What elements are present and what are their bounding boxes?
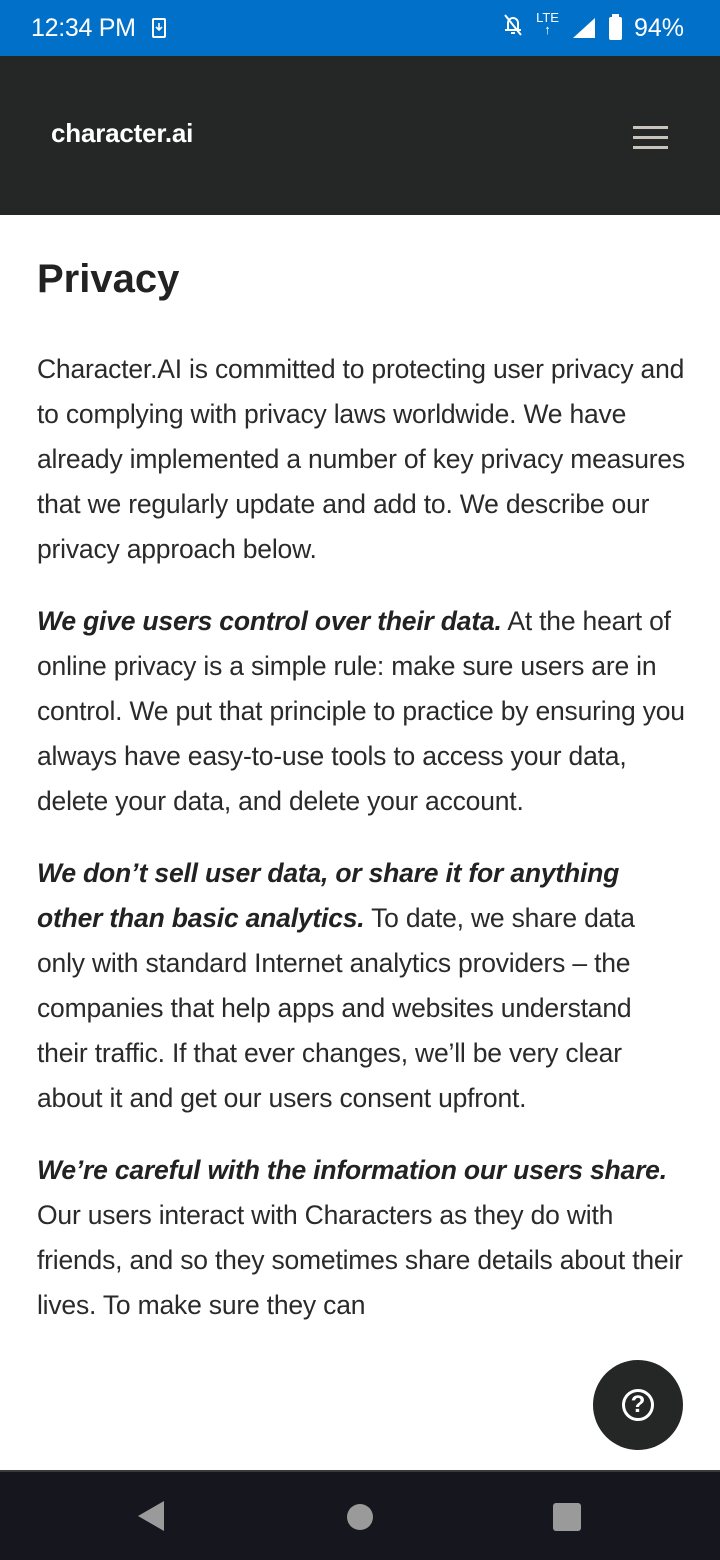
- careful-paragraph: [37, 1148, 687, 1328]
- intro-paragraph: [37, 347, 687, 572]
- battery-percent: 94%: [633, 13, 684, 42]
- page-title: Privacy: [37, 257, 180, 301]
- paragraph-lead: We’re careful with the information our users share.: [37, 1155, 667, 1185]
- paragraph-text: Character.AI is committed to protecting user privacy and to complying with privacy laws worldwide. We have already implemented a number of key privacy measures that we regularly update and add to. We describe our privacy approach below.: [37, 354, 685, 564]
- help-question-icon: ?: [622, 1389, 654, 1421]
- system-nav-bar: [0, 1470, 720, 1560]
- privacy-content: [37, 215, 687, 1328]
- bell-muted-icon: [502, 13, 524, 44]
- home-icon[interactable]: [347, 1504, 373, 1530]
- lte-icon: LTE ↑: [536, 10, 559, 37]
- paragraph-text: Our users interact with Characters as they do with friends, and so they sometimes share details about their lives. To make sure they can: [37, 1200, 683, 1320]
- signal-icon: [571, 16, 597, 40]
- site-header: [0, 56, 720, 215]
- control-paragraph: [37, 599, 687, 824]
- menu-line: [633, 126, 668, 129]
- hamburger-menu-icon[interactable]: [633, 126, 668, 150]
- status-left: [31, 14, 166, 43]
- paragraph-lead: We don’t sell user data, or share it for anything other than basic analytics.: [37, 858, 620, 933]
- status-bar: [0, 0, 720, 56]
- network-label: LTE: [536, 10, 559, 25]
- brand-logo[interactable]: character.ai: [51, 118, 194, 148]
- paragraph-lead: We give users control over their data.: [37, 606, 502, 636]
- back-icon[interactable]: [138, 1501, 164, 1531]
- paragraph-text: At the heart of online privacy is a simple rule: make sure users are in control. We put that principle to practice by ensuring you always have easy-to-use tools to access your data, delete your data, and delete your account.: [37, 606, 685, 816]
- menu-line: [633, 136, 668, 139]
- recents-icon[interactable]: [553, 1503, 581, 1531]
- status-time: 12:34 PM: [31, 13, 136, 42]
- battery-icon: [609, 17, 622, 40]
- paragraph-text: To date, we share data only with standard Internet analytics providers – the companies that help apps and websites understand their traffic. If that ever changes, we’ll be very clear about it and get our users consent upfront.: [37, 903, 635, 1113]
- help-button[interactable]: [593, 1360, 683, 1450]
- no-sell-paragraph: [37, 851, 687, 1121]
- download-icon: [152, 18, 166, 38]
- status-right: [502, 10, 684, 44]
- menu-line: [633, 146, 668, 149]
